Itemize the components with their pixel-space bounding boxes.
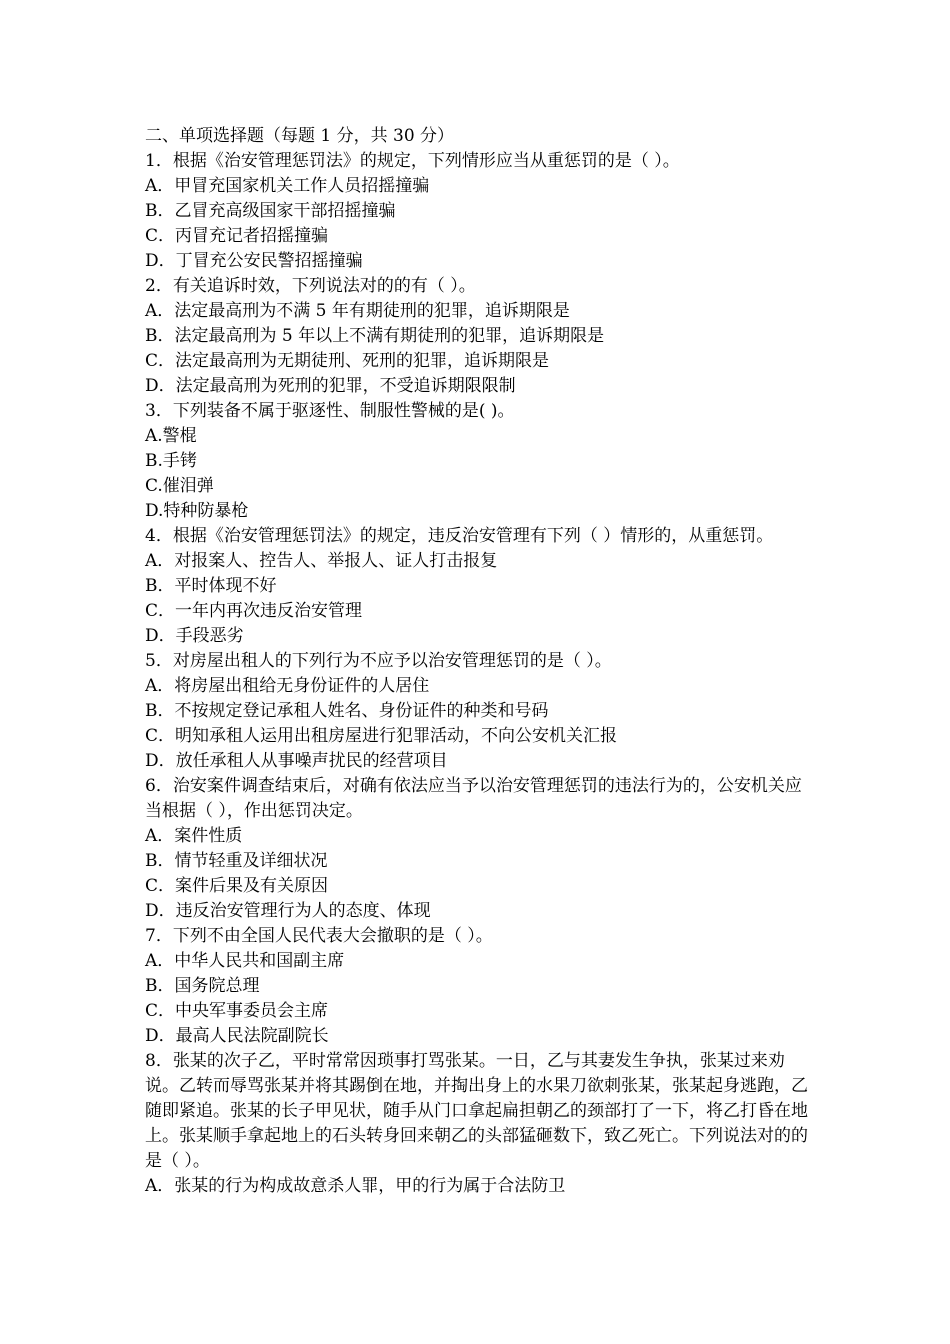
question-1-option-d: D．丁冒充公安民警招摇撞骗 [145,251,363,271]
question-4-option-a: A．对报案人、控告人、举报人、证人打击报复 [145,551,498,571]
question-5-option-b: B．不按规定登记承租人姓名、身份证件的种类和号码 [145,701,549,721]
question-5-option-a: A．将房屋出租给无身份证件的人居住 [145,676,430,696]
question-7-option-c: C．中央军事委员会主席 [145,1001,329,1021]
question-3-option-d: D.特种防暴枪 [145,501,249,521]
document-body [145,124,810,1199]
question-3-option-b: B.手铐 [145,451,197,471]
question-4-option-d: D．手段恶劣 [145,626,244,646]
question-7-option-a: A．中华人民共和国副主席 [145,951,345,971]
question-2-option-d: D．法定最高刑为死刑的犯罪，不受追诉期限限制 [145,376,516,396]
question-7-stem: 7．下列不由全国人民代表大会撤职的是（ ）。 [145,926,493,946]
question-8-stem: 8．张某的次子乙，平时常常因琐事打骂张某。一日，乙与其妻发生争执，张某过来劝说。乙转而辱骂张某并将其踢倒在地，并掏出身上的水果刀欲刺张某，张某起身逃跑，乙随即紧追。张某的长子甲见状，随手从门口拿起扁担朝乙的颈部打了一下，将乙打昏在地上。张某顺手拿起地上的石头转身回来朝乙的头部猛砸数下，致乙死亡。下列说法对的的是（ ）。 [145,1051,808,1171]
question-8-option-a: A．张某的行为构成故意杀人罪，甲的行为属于合法防卫 [145,1176,566,1196]
question-2-stem: 2．有关追诉时效，下列说法对的的有（ ）。 [145,276,476,296]
question-1-option-a: A．甲冒充国家机关工作人员招摇撞骗 [145,176,430,196]
question-5-option-c: C．明知承租人运用出租房屋进行犯罪活动，不向公安机关汇报 [145,726,618,746]
question-7-option-b: B．国务院总理 [145,976,260,996]
question-4-stem: 4．根据《治安管理惩罚法》的规定，违反治安管理有下列（ ）情形的，从重惩罚。 [145,526,774,546]
question-6-option-b: B．情节轻重及详细状况 [145,851,328,871]
question-2-option-a: A．法定最高刑为不满 5 年有期徒刑的犯罪，追诉期限是 [145,301,570,321]
question-3-option-a: A.警棍 [145,426,197,446]
question-6-option-a: A．案件性质 [145,826,243,846]
section-title: 二、单项选择题（每题 1 分，共 30 分） [145,126,455,146]
question-6-option-d: D．违反治安管理行为人的态度、体现 [145,901,431,921]
question-6-option-c: C．案件后果及有关原因 [145,876,329,896]
question-5-stem: 5．对房屋出租人的下列行为不应予以治安管理惩罚的是（ ）。 [145,651,612,671]
question-4-option-c: C．一年内再次违反治安管理 [145,601,363,621]
question-6-stem: 6．治安案件调查结束后，对确有依法应当予以治安管理惩罚的违法行为的，公安机关应当根据（ ），作出惩罚决定。 [145,776,802,821]
question-2-option-b: B．法定最高刑为 5 年以上不满有期徒刑的犯罪，追诉期限是 [145,326,605,346]
question-2-option-c: C．法定最高刑为无期徒刑、死刑的犯罪，追诉期限是 [145,351,550,371]
question-4-option-b: B．平时体现不好 [145,576,277,596]
question-3-stem: 3．下列装备不属于驱逐性、制服性警械的是( )。 [145,401,515,421]
question-1-option-b: B．乙冒充高级国家干部招摇撞骗 [145,201,396,221]
question-3-option-c: C.催泪弹 [145,476,214,496]
question-1-option-c: C．丙冒充记者招摇撞骗 [145,226,329,246]
question-5-option-d: D．放任承租人从事噪声扰民的经营项目 [145,751,448,771]
question-1-stem: 1．根据《治安管理惩罚法》的规定，下列情形应当从重惩罚的是（ ）。 [145,151,680,171]
question-7-option-d: D．最高人民法院副院长 [145,1026,329,1046]
